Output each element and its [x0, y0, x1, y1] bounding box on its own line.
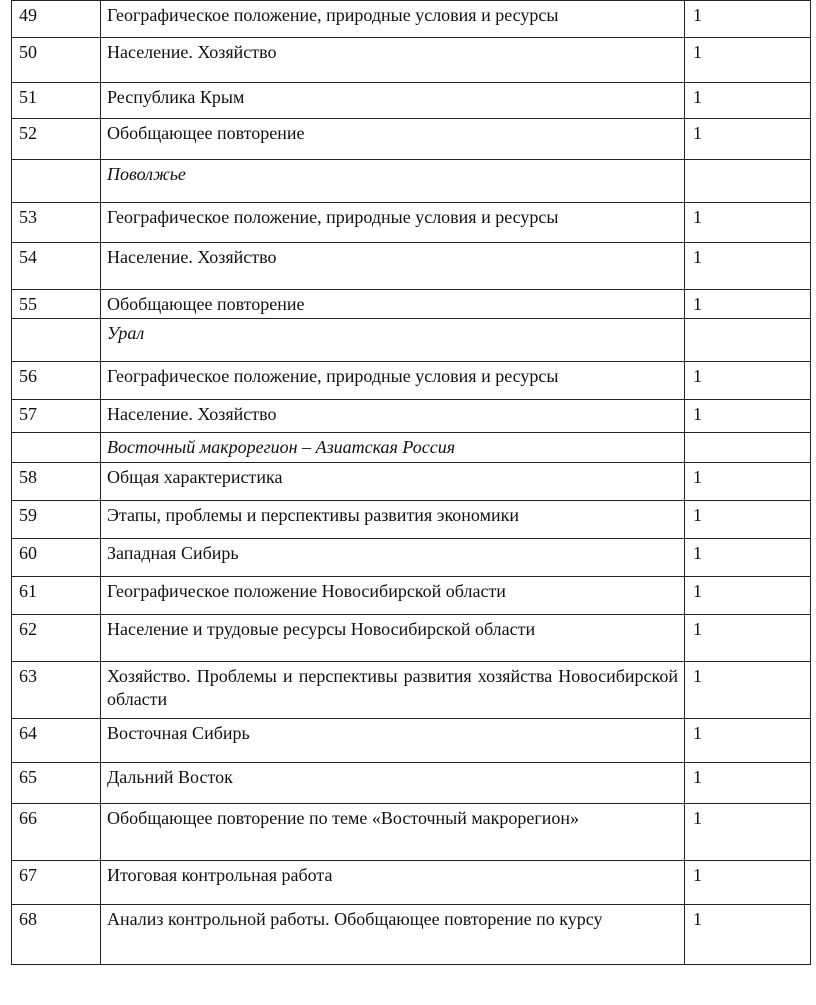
lesson-plan-body — [12, 1, 811, 965]
table-row — [12, 119, 811, 160]
section-title: Урал — [101, 319, 685, 362]
lesson-hours: 1 — [685, 1, 811, 38]
table-row — [12, 501, 811, 539]
table-row — [12, 83, 811, 119]
lesson-number: 57 — [12, 400, 101, 433]
lesson-topic: Население. Хозяйство — [101, 38, 685, 83]
lesson-number: 54 — [12, 243, 101, 290]
lesson-number: 63 — [12, 662, 101, 719]
table-row — [12, 577, 811, 615]
lesson-topic: Этапы, проблемы и перспективы развития экономики — [101, 501, 685, 539]
lesson-topic: Дальний Восток — [101, 763, 685, 804]
section-title: Восточный макрорегион – Азиатская Россия — [101, 433, 685, 463]
lesson-topic: Итоговая контрольная работа — [101, 861, 685, 905]
lesson-topic: Обобщающее повторение — [101, 119, 685, 160]
table-row — [12, 539, 811, 577]
table-row — [12, 861, 811, 905]
lesson-topic: Население. Хозяйство — [101, 243, 685, 290]
lesson-number: 53 — [12, 203, 101, 243]
lesson-number: 67 — [12, 861, 101, 905]
table-row — [12, 905, 811, 965]
lesson-topic: Обобщающее повторение по теме «Восточный макрорегион» — [101, 804, 685, 861]
lesson-hours: 1 — [685, 203, 811, 243]
table-row — [12, 203, 811, 243]
lesson-number: 58 — [12, 463, 101, 501]
table-row — [12, 243, 811, 290]
lesson-hours: 1 — [685, 861, 811, 905]
lesson-number: 55 — [12, 290, 101, 319]
lesson-number: 64 — [12, 719, 101, 763]
lesson-topic: Географическое положение Новосибирской области — [101, 577, 685, 615]
table-row — [12, 615, 811, 662]
lesson-number: 60 — [12, 539, 101, 577]
lesson-hours: 1 — [685, 539, 811, 577]
lesson-hours: 1 — [685, 400, 811, 433]
lesson-number: 65 — [12, 763, 101, 804]
lesson-topic: Анализ контрольной работы. Обобщающее повторение по курсу — [101, 905, 685, 965]
lesson-hours — [685, 160, 811, 203]
lesson-hours: 1 — [685, 615, 811, 662]
lesson-number: 51 — [12, 83, 101, 119]
lesson-number: 56 — [12, 362, 101, 400]
lesson-topic: Хозяйство. Проблемы и перспективы развития хозяйства Новосибирской области — [101, 662, 685, 719]
lesson-hours — [685, 433, 811, 463]
lesson-topic: Географическое положение, природные условия и ресурсы — [101, 1, 685, 38]
table-row — [12, 362, 811, 400]
table-row — [12, 719, 811, 763]
section-header-row — [12, 319, 811, 362]
lesson-topic: Восточная Сибирь — [101, 719, 685, 763]
section-title: Поволжье — [101, 160, 685, 203]
lesson-number — [12, 160, 101, 203]
lesson-topic: Западная Сибирь — [101, 539, 685, 577]
lesson-topic: Обобщающее повторение — [101, 290, 685, 319]
lesson-number — [12, 319, 101, 362]
lesson-hours — [685, 319, 811, 362]
lesson-topic: Общая характеристика — [101, 463, 685, 501]
lesson-hours: 1 — [685, 119, 811, 160]
lesson-number: 59 — [12, 501, 101, 539]
lesson-topic: Население. Хозяйство — [101, 400, 685, 433]
lesson-topic: Географическое положение, природные условия и ресурсы — [101, 203, 685, 243]
lesson-number: 62 — [12, 615, 101, 662]
table-row — [12, 763, 811, 804]
lesson-plan-table — [11, 0, 811, 965]
lesson-number: 61 — [12, 577, 101, 615]
section-header-row — [12, 160, 811, 203]
lesson-hours: 1 — [685, 501, 811, 539]
lesson-hours: 1 — [685, 905, 811, 965]
lesson-hours: 1 — [685, 804, 811, 861]
lesson-hours: 1 — [685, 362, 811, 400]
lesson-topic: Население и трудовые ресурсы Новосибирской области — [101, 615, 685, 662]
lesson-hours: 1 — [685, 38, 811, 83]
lesson-hours: 1 — [685, 719, 811, 763]
lesson-hours: 1 — [685, 290, 811, 319]
lesson-hours: 1 — [685, 83, 811, 119]
table-row — [12, 1, 811, 38]
lesson-number: 50 — [12, 38, 101, 83]
table-row — [12, 662, 811, 719]
lesson-hours: 1 — [685, 243, 811, 290]
lesson-number: 49 — [12, 1, 101, 38]
lesson-topic: Республика Крым — [101, 83, 685, 119]
section-header-row — [12, 433, 811, 463]
table-row — [12, 400, 811, 433]
table-row — [12, 804, 811, 861]
lesson-hours: 1 — [685, 463, 811, 501]
table-row — [12, 463, 811, 501]
lesson-number — [12, 433, 101, 463]
lesson-number: 52 — [12, 119, 101, 160]
table-row — [12, 38, 811, 83]
lesson-hours: 1 — [685, 577, 811, 615]
lesson-hours: 1 — [685, 763, 811, 804]
lesson-number: 68 — [12, 905, 101, 965]
table-row — [12, 290, 811, 319]
lesson-number: 66 — [12, 804, 101, 861]
lesson-hours: 1 — [685, 662, 811, 719]
lesson-topic: Географическое положение, природные условия и ресурсы — [101, 362, 685, 400]
